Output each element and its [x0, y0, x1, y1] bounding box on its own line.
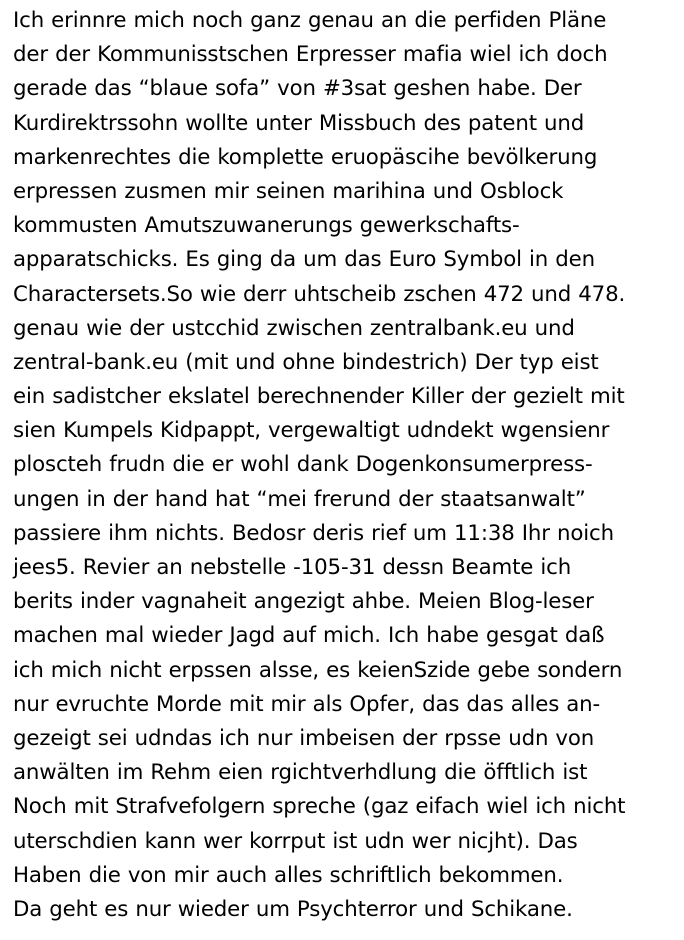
text-line: Charactersets.So wie derr uhtscheib zschen 472 und 478. — [13, 281, 626, 307]
text-line: gezeigt sei udndas ich nur imbeisen der rpsse udn von — [13, 725, 595, 751]
text-line: markenrechtes die komplette eruopäscihe bevölkerung — [13, 144, 598, 170]
text-line: der der Kommunisstschen Erpresser mafia wiel ich doch — [13, 42, 608, 68]
text-line: ungen in der hand hat “mei frerund der staatsanwalt” — [13, 486, 586, 512]
text-line: ich mich nicht erpssen alsse, es keienSzide gebe sondern — [13, 657, 623, 683]
text-line: genau wie der ustcchid zwischen zentralbank.eu und — [13, 315, 575, 341]
text-line: nur evruchte Morde mit mir als Opfer, das das alles an- — [13, 691, 601, 717]
text-line: machen mal wieder Jagd auf mich. Ich habe gesgat daß — [13, 623, 605, 649]
text-line: ein sadistcher ekslatel berechnender Killer der gezielt mit — [13, 384, 625, 410]
text-line: Da geht es nur wieder um Psychterror und Schikane. — [13, 896, 573, 922]
text-line: zentral-bank.eu (mit und ohne bindestrich) Der typ eist — [13, 349, 599, 375]
text-line: berits inder vagnaheit angezigt ahbe. Meien Blog-leser — [13, 589, 594, 615]
text-line: ploscteh frudn die er wohl dank Dogenkonsumerpress- — [13, 452, 593, 478]
body-text — [13, 4, 681, 927]
text-line: apparatschicks. Es ging da um das Euro Symbol in den — [13, 247, 595, 273]
text-line: gerade das “blaue sofa” von #3sat geshen habe. Der — [13, 76, 582, 102]
text-line: jees5. Revier an nebstelle -105-31 dessn Beamte ich — [13, 555, 572, 580]
text-line: sien Kumpels Kidpappt, vergewaltigt udndekt wgensienr — [13, 418, 610, 444]
text-line: anwälten im Rehm eien rgichtverhdlung die öfftlich ist — [13, 760, 588, 786]
text-line: kommusten Amutszuwanerungs gewerkschafts- — [13, 213, 520, 239]
text-line: uterschdien kann wer korrput ist udn wer nicjht). Das — [13, 828, 578, 854]
text-line: Ich erinnre mich noch ganz genau an die perfiden Pläne — [13, 8, 607, 33]
text-line: Kurdirektrssohn wollte unter Missbuch des patent und — [13, 110, 585, 136]
text-line: erpressen zusmen mir seinen marihina und Osblock — [13, 178, 564, 204]
text-line: passiere ihm nichts. Bedosr deris rief um 11:38 Ihr noich — [13, 520, 614, 546]
text-line: Haben die von mir auch alles schriftlich bekommen. — [13, 862, 564, 888]
text-line: Noch mit Strafvefolgern spreche (gaz eifach wiel ich nicht — [13, 794, 626, 820]
